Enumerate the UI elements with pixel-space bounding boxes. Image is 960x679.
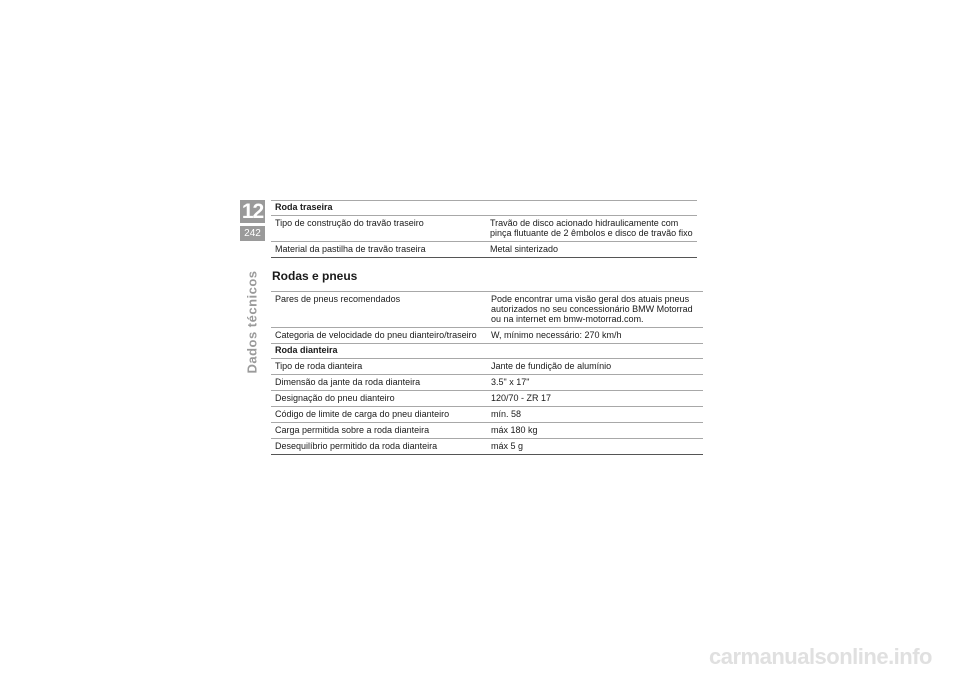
table-row bbox=[271, 242, 697, 258]
table-row bbox=[271, 391, 703, 407]
section-heading: Rodas e pneus bbox=[272, 269, 358, 283]
table-row bbox=[271, 359, 703, 375]
row-value: máx 5 g bbox=[485, 439, 703, 455]
table-header-row bbox=[271, 344, 703, 359]
row-label: Código de limite de carga do pneu dianteiro bbox=[271, 407, 485, 423]
row-label: Carga permitida sobre a roda dianteira bbox=[271, 423, 485, 439]
chapter-tab bbox=[240, 200, 265, 241]
table-row bbox=[271, 292, 703, 328]
chapter-number: 12 bbox=[241, 200, 264, 223]
table-row bbox=[271, 439, 703, 455]
spec-content bbox=[271, 200, 697, 455]
wheels-tyres-table bbox=[271, 291, 703, 455]
chapter-title-text: Dados técnicos bbox=[244, 270, 260, 374]
row-label: Tipo de roda dianteira bbox=[271, 359, 485, 375]
rear-wheel-table bbox=[271, 200, 697, 258]
row-value: 120/70 - ZR 17 bbox=[485, 391, 703, 407]
table-row bbox=[271, 423, 703, 439]
row-label: Desequilíbrio permitido da roda dianteira bbox=[271, 439, 485, 455]
row-value: Jante de fundição de alumínio bbox=[485, 359, 703, 375]
rear-wheel-header: Roda traseira bbox=[271, 201, 697, 216]
table-row bbox=[271, 216, 697, 242]
row-label: Tipo de construção do travão traseiro bbox=[271, 216, 484, 242]
row-label: Pares de pneus recomendados bbox=[271, 292, 485, 328]
row-label: Dimensão da jante da roda dianteira bbox=[271, 375, 485, 391]
page-number: 242 bbox=[244, 228, 261, 239]
table-row bbox=[271, 407, 703, 423]
table-row bbox=[271, 375, 703, 391]
row-value: Travão de disco acionado hidraulicamente com pinça flutuante de 2 êmbolos e disco de travão fixo bbox=[484, 216, 697, 242]
row-value: Metal sinterizado bbox=[484, 242, 697, 258]
row-value: mín. 58 bbox=[485, 407, 703, 423]
table-row bbox=[271, 328, 703, 344]
watermark: carmanualsonline.info bbox=[709, 644, 932, 669]
row-label: Material da pastilha de travão traseira bbox=[271, 242, 484, 258]
row-value: 3.5" x 17" bbox=[485, 375, 703, 391]
row-value: Pode encontrar uma visão geral dos atuais pneus autorizados no seu concessionário BMW Motorrad ou na internet em bmw-motorrad.com. bbox=[485, 292, 703, 328]
row-value: W, mínimo necessário: 270 km/h bbox=[485, 328, 703, 344]
row-value: máx 180 kg bbox=[485, 423, 703, 439]
row-label: Categoria de velocidade do pneu dianteiro/traseiro bbox=[271, 328, 485, 344]
front-wheel-header: Roda dianteira bbox=[271, 344, 703, 359]
row-label: Designação do pneu dianteiro bbox=[271, 391, 485, 407]
table-header-row bbox=[271, 201, 697, 216]
